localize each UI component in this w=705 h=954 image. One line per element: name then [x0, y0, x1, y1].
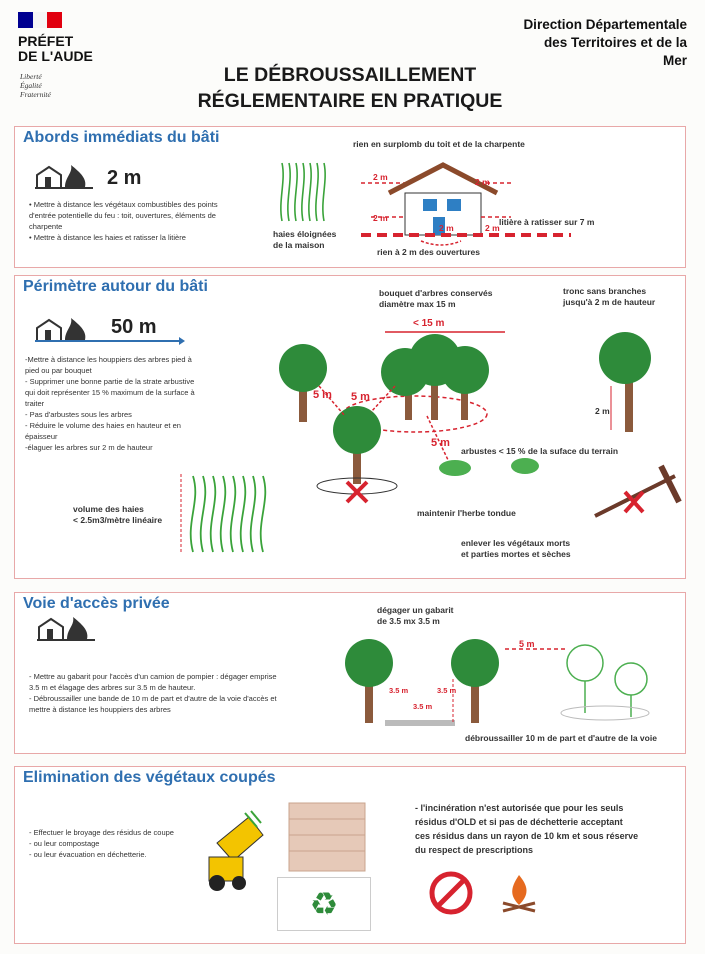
hedge-label: [273, 229, 336, 251]
ddtm-line2: des Territoires et de la: [543, 35, 687, 50]
hedge-label1: haies éloignées: [273, 229, 337, 239]
gauge-width-left: 3.5 m: [389, 686, 409, 695]
section-abords-immediats: [14, 126, 686, 268]
page-title: [120, 62, 580, 114]
house-fire-icon: [35, 163, 95, 191]
hedge-icon: [277, 161, 331, 225]
bouquet-line1: bouquet d'arbres conservés: [379, 288, 493, 298]
trunk-label: [563, 286, 655, 308]
section-title: Elimination des végétaux coupés: [23, 769, 276, 786]
deadwood-label: [461, 538, 571, 560]
s3-bullet1: Mettre au gabarit pour l'accès d'un camion de pompier : dégager emprise 3.5 m et élagage des arbres sur 3.5 m de hauteur.: [29, 672, 277, 692]
ddtm-line1: Direction Départementale: [523, 17, 687, 32]
recycling-box: [277, 877, 371, 931]
wall-left-distance: 2 m: [373, 213, 388, 223]
band-label: débroussailler 10 m de part et d'autre de la voie: [465, 733, 657, 743]
section-title: Voie d'accès privée: [23, 595, 170, 612]
section-voie-acces: [14, 592, 686, 754]
burning-text: [415, 801, 638, 857]
s1-bullet1: Mettre à distance les végétaux combustibles des points d'entrée potentielle du feu : toit, ouvertures, éléments de charpente: [29, 200, 218, 231]
burning-line1: - l'incinération n'est autorisée que pour les seuls: [415, 803, 624, 813]
hedge-volume-line1: volume des haies: [73, 504, 144, 514]
litter-label: litière à ratisser sur 7 m: [499, 217, 595, 227]
gauge-height: 3.5 m: [437, 686, 457, 695]
wood-chipper-icon: [203, 807, 273, 891]
roof-label: rien en surplomb du toit et de la charpente: [353, 139, 525, 149]
gauge-line1: dégager un gabarit: [377, 605, 454, 615]
s4-bullet1: Effectuer le broyage des résidus de coupe: [33, 828, 174, 837]
burning-line4: du respect de prescriptions: [415, 845, 534, 855]
no-entry-icon: [429, 871, 473, 915]
section-elimination: [14, 766, 686, 944]
gauge-width: 3.5 m: [413, 702, 433, 711]
s4-bullet3: ou leur évacuation en déchetterie.: [33, 850, 147, 859]
distance-5m-shrub: 5 m: [431, 437, 450, 449]
s3-bullet2: Débroussailler une bande de 10 m de part et d'autre de la voie d'accès et mettre à distance les houppiers des arbres: [29, 694, 277, 714]
title-line2: RÉGLEMENTAIRE EN PRATIQUE: [197, 90, 503, 112]
openings-label: rien à 2 m des ouvertures: [377, 247, 480, 257]
bouquet-label: [379, 288, 493, 310]
s4-bullet2: ou leur compostage: [33, 839, 100, 848]
access-road-diagram: [335, 633, 675, 733]
trees-diagram: [255, 326, 685, 526]
distance-5m-right: 5 m: [351, 391, 370, 403]
house-fire-arrow-icon: [35, 314, 185, 344]
trunk-2m: 2 m: [595, 406, 610, 416]
trunk-line2: jusqu'à 2 m de hauteur: [563, 297, 656, 307]
s2-bullet1: Mettre à distance les houppiers des arbres pied à pied ou par bouquet: [25, 355, 192, 375]
house-fire-icon: [37, 617, 99, 643]
section-perimetre: [14, 275, 686, 579]
prefet-logo-text: [18, 34, 93, 64]
marianne-flag-logo: [18, 12, 62, 28]
compost-bin-icon: [287, 799, 367, 873]
motto: [20, 72, 51, 99]
motto-egalite: Égalité: [20, 81, 42, 90]
bouquet-diameter: < 15 m: [413, 318, 445, 329]
grass-label: maintenir l'herbe tondue: [417, 508, 516, 518]
s2-bullet5: élaguer les arbres sur 2 m de hauteur: [27, 443, 153, 452]
deadwood-line2: et parties mortes et sèches: [461, 549, 571, 559]
burning-line3: ces résidus dans un rayon de 10 km et sous réserve: [415, 831, 639, 841]
house-diagram: [361, 157, 601, 257]
s1-bullets: • Mettre à distance les végétaux combustibles des points d'entrée potentielle du feu : toit, ouvertures, éléments de charpente • Mettre à distance les haies et ratisser la litière: [29, 200, 218, 242]
shrubs-label: arbustes < 15 % de la suface du terrain: [461, 446, 619, 456]
s2-bullet3: Pas d'arbustes sous les arbres: [29, 410, 132, 419]
trunk-line1: tronc sans branches: [563, 286, 647, 296]
section-title: Abords immédiats du bâti: [23, 129, 220, 146]
wall-right-distance: 2 m: [485, 223, 500, 233]
opening-distance: 2 m: [439, 223, 454, 233]
bouquet-line2: diamètre max 15 m: [379, 299, 456, 309]
section-title: Périmètre autour du bâti: [23, 278, 208, 295]
distance-5m: 5 m: [519, 639, 535, 649]
deadwood-line1: enlever les végétaux morts: [461, 538, 571, 548]
s1-bullet2: Mettre à distance les haies et ratisser la litière: [33, 233, 186, 242]
s4-bullets: - Effectuer le broyage des résidus de coupe - ou leur compostage - ou leur évacuation en déchetterie.: [29, 828, 174, 859]
recycle-icon: ♻: [309, 885, 339, 923]
burning-line2: résidus d'OLD et si pas de déchetterie acceptant: [415, 817, 623, 827]
ddtm-line3: Mer: [662, 53, 687, 68]
motto-liberte: Liberté: [20, 72, 42, 81]
roof-right-distance: 2 m: [475, 177, 490, 187]
distance-50m: 50 m: [111, 316, 157, 338]
title-line1: LE DÉBROUSSAILLEMENT: [223, 64, 477, 86]
s2-bullets: -Mettre à distance les houppiers des arbres pied à pied ou par bouquet - Supprimer une bonne partie de la strate arbustive qui doit représenter 15 % maximum de la surface à traiter - Pas d'arbustes sous les arbres - Réduire le volume des haies en hauteur et en épaisseur -élaguer les arbres sur 2 m de hauteur: [25, 355, 195, 452]
motto-fraternite: Fraternité: [20, 90, 51, 99]
hedge-volume-line2: < 2.5m3/mètre linéaire: [73, 515, 163, 525]
distance-5m-left: 5 m: [313, 389, 332, 401]
distance-2m: 2 m: [107, 167, 142, 189]
hedge-label2: de la maison: [273, 240, 325, 250]
s2-bullet2: Supprimer une bonne partie de la strate arbustive qui doit représenter 15 % maximum de la surface à traiter: [25, 377, 195, 408]
s2-bullet4: Réduire le volume des haies en hauteur et en épaisseur: [25, 421, 181, 441]
gauge-label: [377, 605, 454, 627]
hedge-volume-label: [73, 504, 162, 526]
roof-left-distance: 2 m: [373, 172, 388, 182]
prefet-line2: DE L'AUDE: [18, 48, 93, 64]
campfire-icon: [499, 871, 539, 917]
prefet-line1: PRÉFET: [18, 33, 74, 49]
gauge-line2: de 3.5 mx 3.5 m: [377, 616, 440, 626]
s3-bullets: - Mettre au gabarit pour l'accès d'un camion de pompier : dégager emprise 3.5 m et élagage des arbres sur 3.5 m de hauteur. - Débroussailler une bande de 10 m de part et d'autre de la voie d'accès et mettre à distance les houppiers des arbres: [29, 672, 277, 714]
